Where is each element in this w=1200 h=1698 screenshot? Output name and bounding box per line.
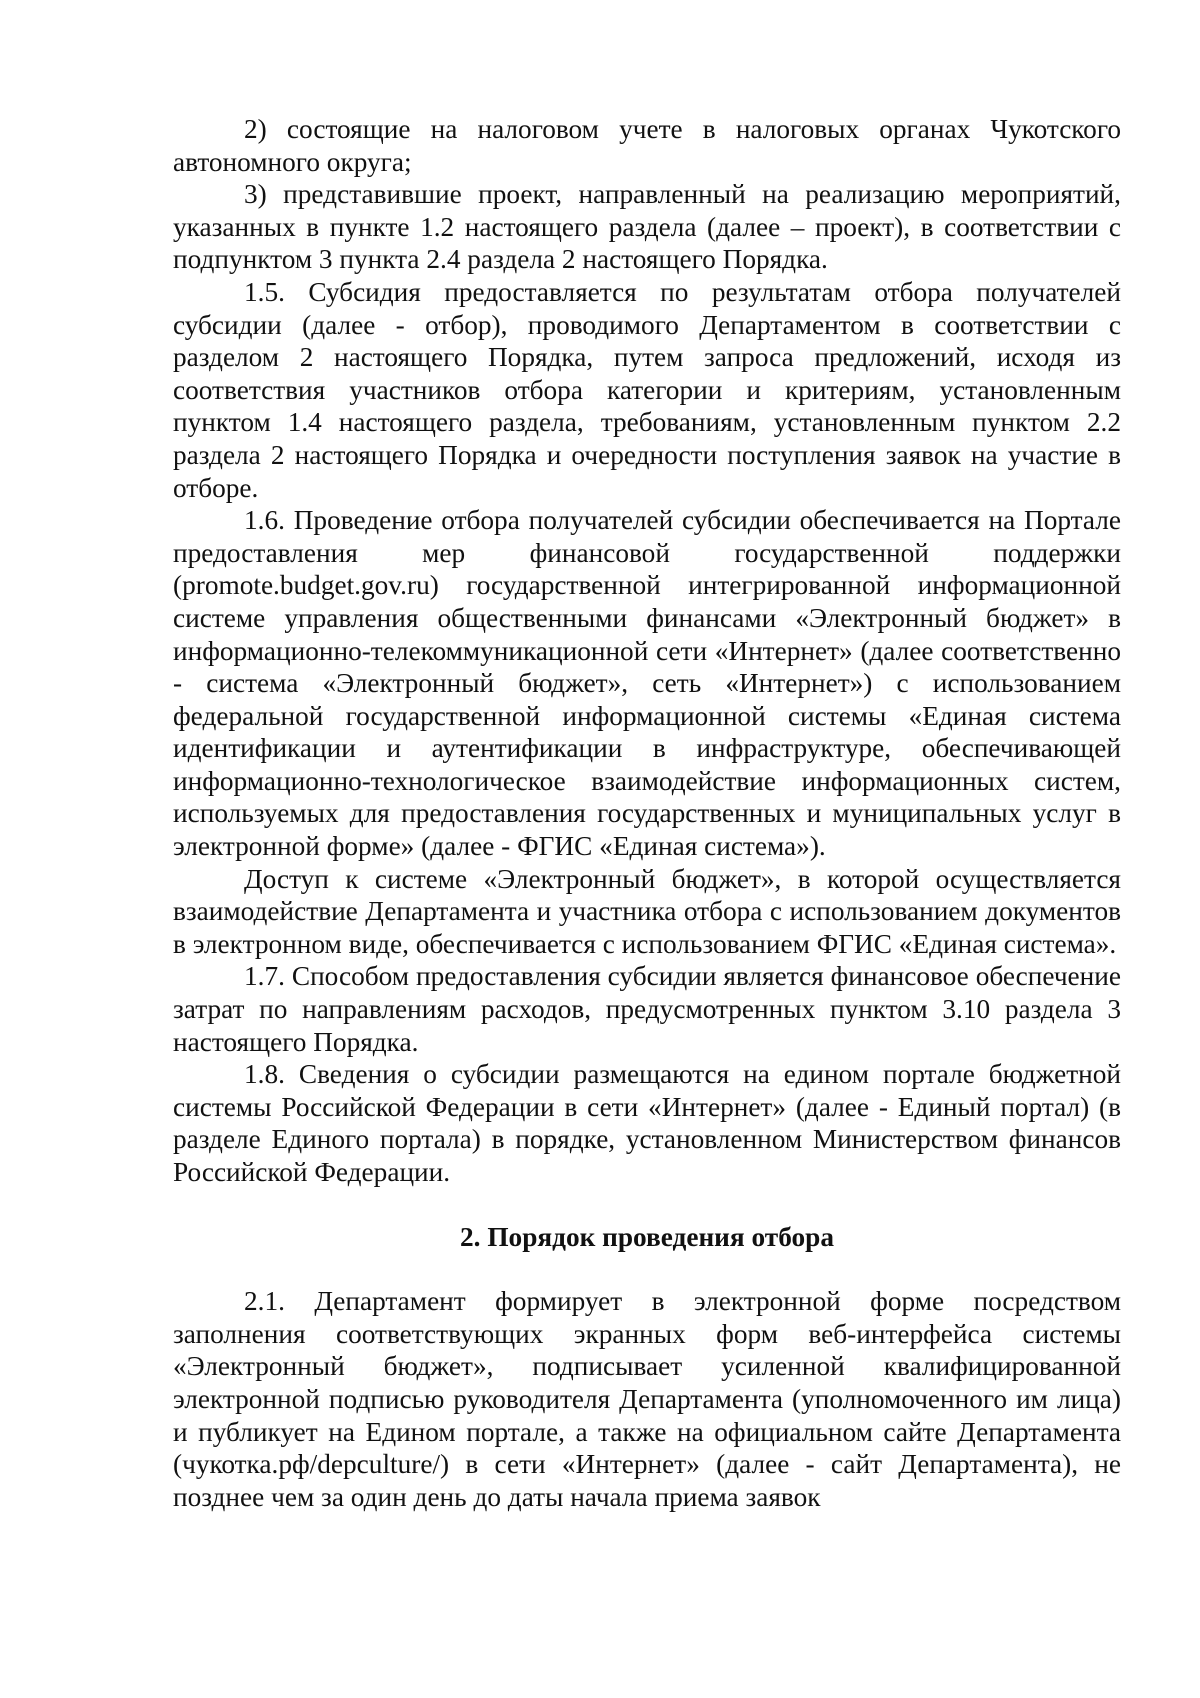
paragraph-1-7: 1.7. Способом предоставления субсидии является финансовое обеспечение затрат по направлениям расходов, предусмотренных пунктом 3.10 раздела 3 настоящего Порядка. [173, 961, 1121, 1057]
paragraph-1-6: 1.6. Проведение отбора получателей субсидии обеспечивается на Портале предоставления мер финансовой государственной поддержки (promote.budget.gov.ru) государственной интегрированной информационной системе управления общественными финансами «Электронный бюджет» в информационно-телекоммуникационной сети «Интернет» (далее соответственно - система «Электронный бюджет», сеть «Интернет») с использованием федеральной государственной информационной системы «Единая система идентификации и аутентификации в инфраструктуре, обеспечивающей информационно-технологическое взаимодействие информационных систем, используемых для предоставления государственных и муниципальных услуг в электронной форме» (далее - ФГИС «Единая система»). [173, 505, 1121, 862]
paragraph-1-8: 1.8. Сведения о субсидии размещаются на едином портале бюджетной системы Российской Федерации в сети «Интернет» (далее - Единый портал) (в разделе Единого портала) в порядке, установленном Министерством финансов Российской Федерации. [173, 1059, 1121, 1187]
paragraph-2-1: 2.1. Департамент формирует в электронной форме посредством заполнения соответствующих экранных форм веб-интерфейса системы «Электронный бюджет», подписывает усиленной квалифицированной электронной подписью руководителя Департамента (уполномоченного им лица) и публикует на Едином портале, а также на официальном сайте Департамента (чукотка.рф/depculture/) в сети «Интернет» (далее - сайт Департамента), не позднее чем за один день до даты начала приема заявок [173, 1286, 1121, 1512]
section-heading: 2. Порядок проведения отбора [460, 1221, 834, 1252]
paragraph-access: Доступ к системе «Электронный бюджет», в которой осуществляется взаимодействие Департамента и участника отбора с использованием документов в электронном виде, обеспечивается с использованием ФГИС «Единая система». [173, 863, 1121, 959]
paragraph-1-5: 1.5. Субсидия предоставляется по результатам отбора получателей субсидии (далее - отбор), проводимого Департаментом в соответствии с разделом 2 настоящего Порядка, путем запроса предложений, исходя из соответствия участников отбора категории и критериям, установленным пунктом 1.4 настоящего раздела, требованиям, установленным пунктом 2.2 раздела 2 настоящего Порядка и очередности поступления заявок на участие в отборе. [173, 276, 1121, 503]
document-page [173, 113, 1121, 1513]
paragraph-item-2: 2) состоящие на налоговом учете в налоговых органах Чукотского автономного округа; [173, 114, 1121, 177]
paragraph-item-3: 3) представившие проект, направленный на реализацию мероприятий, указанных в пункте 1.2 настоящего раздела (далее – проект), в соответствии с подпунктом 3 пункта 2.4 раздела 2 настоящего Порядка. [173, 179, 1121, 275]
